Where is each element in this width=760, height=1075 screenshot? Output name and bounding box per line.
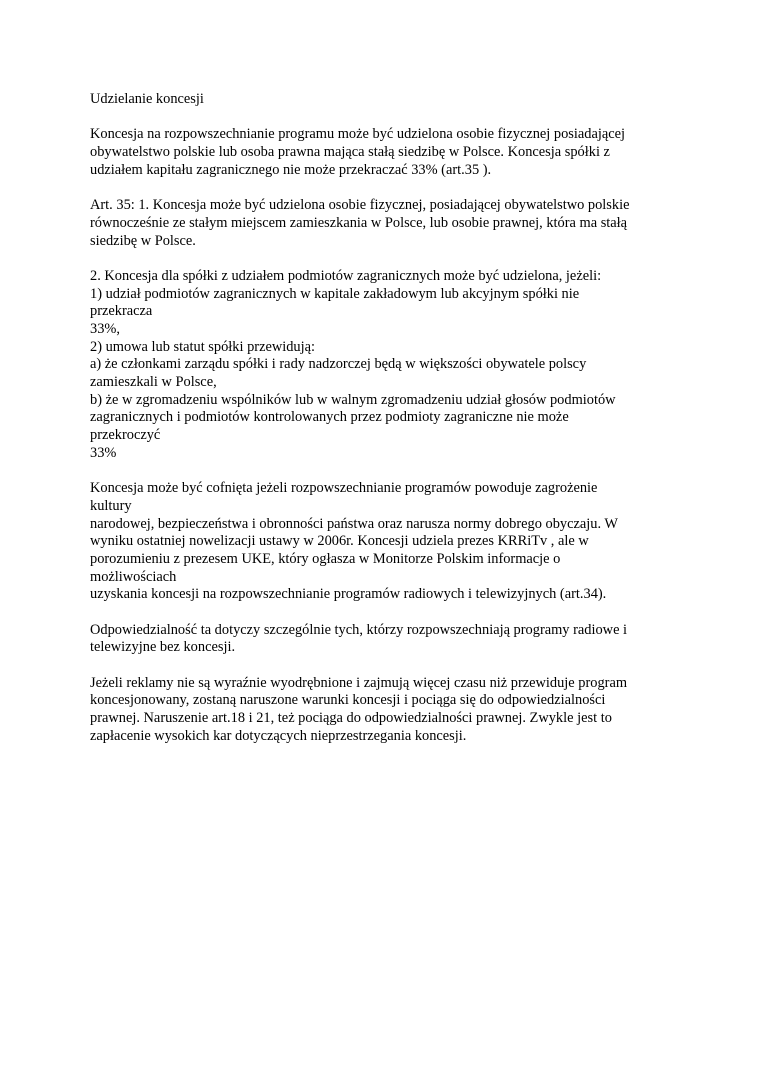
paragraph-gap bbox=[90, 657, 680, 675]
text-line: koncesjonowany, zostaną naruszone warunki koncesji i pociąga się do odpowiedzialności bbox=[90, 692, 606, 709]
text-line: kultury bbox=[90, 497, 132, 514]
text-line: 1) udział podmiotów zagranicznych w kapitale zakładowym lub akcyjnym spółki nie bbox=[90, 285, 580, 302]
text-line: zapłacenie wysokich kar dotyczących nieprzestrzegania koncesji. bbox=[90, 727, 467, 744]
paragraph-gap bbox=[90, 250, 680, 268]
paragraph-2 bbox=[90, 197, 680, 250]
paragraph-gap bbox=[90, 109, 680, 127]
text-line: przekroczyć bbox=[90, 427, 161, 444]
text-line: Art. 35: 1. Koncesja może być udzielona osobie fizycznej, posiadającej obywatelstwo polskie bbox=[90, 197, 630, 214]
text-line: Jeżeli reklamy nie są wyraźnie wyodrębnione i zajmują więcej czasu niż przewiduje program bbox=[90, 674, 628, 691]
text-line: 2. Koncesja dla spółki z udziałem podmiotów zagranicznych może być udzielona, jeżeli: bbox=[90, 267, 602, 284]
text-line: telewizyjne bez koncesji. bbox=[90, 639, 236, 656]
text-line: 33% bbox=[90, 444, 117, 461]
text-line: udziałem kapitału zagranicznego nie może przekraczać 33% (art.35 ). bbox=[90, 161, 492, 178]
document-body bbox=[90, 91, 680, 745]
text-line: zagranicznych i podmiotów kontrolowanych przez podmioty zagraniczne nie może bbox=[90, 409, 569, 426]
text-line: przekracza bbox=[90, 303, 153, 320]
document-title: Udzielanie koncesji bbox=[90, 91, 204, 107]
text-line: narodowej, bezpieczeństwa i obronności państwa oraz narusza normy dobrego obyczaju. W bbox=[90, 515, 618, 532]
paragraph-gap bbox=[90, 179, 680, 197]
text-line: Koncesja może być cofnięta jeżeli rozpowszechnianie programów powoduje zagrożenie bbox=[90, 480, 598, 497]
text-line: Odpowiedzialność ta dotyczy szczególnie tych, którzy rozpowszechniają programy radiowe i bbox=[90, 621, 628, 638]
paragraph-3 bbox=[90, 268, 680, 463]
text-line: a) że członkami zarządu spółki i rady nadzorczej będą w większości obywatele polscy bbox=[90, 356, 587, 373]
text-line: Koncesja na rozpowszechnianie programu może być udzielona osobie fizycznej posiadającej bbox=[90, 126, 626, 143]
text-line: równocześnie ze stałym miejscem zamieszkania w Polsce, lub osobie prawnej, która ma stałą bbox=[90, 214, 628, 231]
paragraph-1 bbox=[90, 126, 680, 179]
text-line: b) że w zgromadzeniu wspólników lub w walnym zgromadzeniu udział głosów podmiotów bbox=[90, 391, 616, 408]
text-line: porozumieniu z prezesem UKE, który ogłasza w Monitorze Polskim informacje o bbox=[90, 550, 561, 567]
text-line: zamieszkali w Polsce, bbox=[90, 374, 217, 390]
text-line: obywatelstwo polskie lub osoba prawna mająca stałą siedzibę w Polsce. Koncesja spółki z bbox=[90, 144, 610, 161]
text-line: 2) umowa lub statut spółki przewidują: bbox=[90, 338, 316, 355]
text-line: 33%, bbox=[90, 320, 120, 337]
text-line: siedzibę w Polsce. bbox=[90, 232, 196, 249]
text-line: możliwościach bbox=[90, 568, 177, 585]
paragraph-5 bbox=[90, 622, 680, 657]
text-line: uzyskania koncesji na rozpowszechnianie programów radiowych i telewizyjnych (art.34). bbox=[90, 586, 607, 603]
paragraph-gap bbox=[90, 604, 680, 622]
paragraph-4 bbox=[90, 480, 680, 604]
paragraph-6 bbox=[90, 675, 680, 746]
text-line: wyniku ostatniej nowelizacji ustawy w 2006r. Koncesji udziela prezes KRRiTv , ale w bbox=[90, 533, 589, 550]
text-line: prawnej. Naruszenie art.18 i 21, też pociąga do odpowiedzialności prawnej. Zwykle jest to bbox=[90, 710, 612, 727]
paragraph-gap bbox=[90, 462, 680, 480]
